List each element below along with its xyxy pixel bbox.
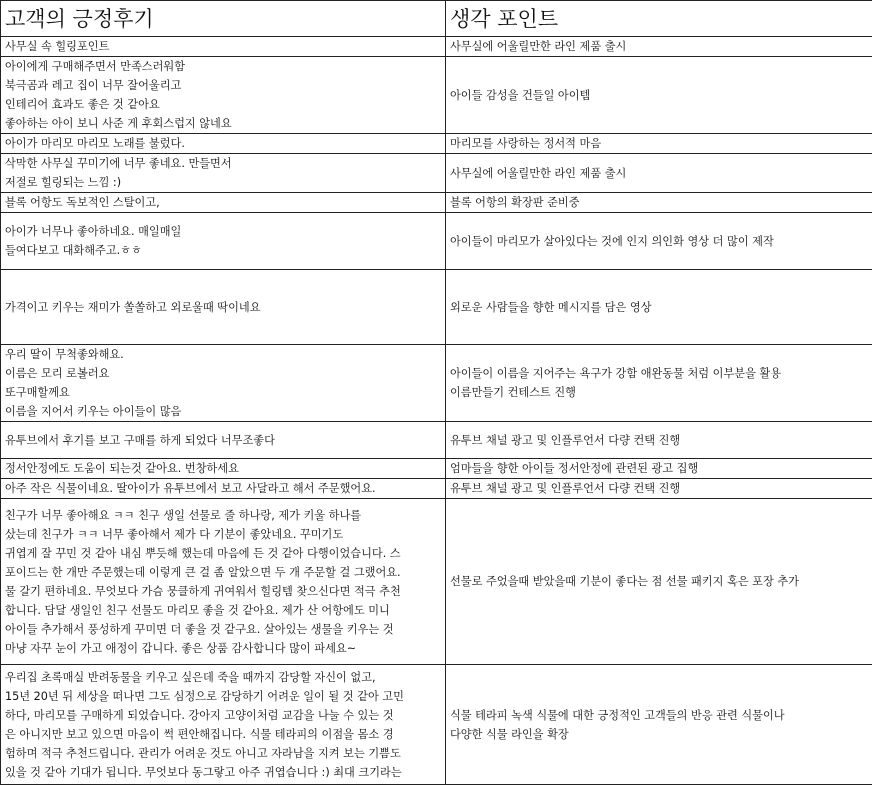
point-cell [446,213,872,270]
point-line: 아이들이 이름을 지어주는 욕구가 강함 애완동물 처럼 이부분을 활용 [450,364,868,383]
review-cell [1,345,446,422]
point-line: 외로운 사람들을 향한 메시지를 담은 영상 [450,298,868,317]
table-row [1,154,872,193]
review-line: 합니다. 담달 생일인 친구 선물도 마리모 좋을 것 같아요. 제가 산 어항에도 미니 [5,601,441,620]
table-row [1,37,872,57]
review-cell [1,499,446,665]
point-cell [446,57,872,134]
review-line: 험하며 적극 추천드립니다. 관리가 어려운 것도 아니고 자라남을 지켜 보는 기쁨도 [5,744,441,763]
review-line: 블록 어항도 독보적인 스탈이고, [5,193,441,212]
point-cell [446,270,872,345]
review-cell [1,665,446,785]
review-line: 귀엽게 잘 꾸민 것 같아 내심 뿌듯해 했는데 마음에 든 것 같아 다행이었습니다. 스 [5,544,441,563]
table-body [1,37,872,785]
point-line: 식물 테라피 녹색 식물에 대한 긍정적인 고객들의 반응 관련 식물이나 [450,706,868,725]
review-line: 아이가 너무나 좋아하네요. 매일매일 [5,222,441,241]
point-line: 엄마들을 향한 아이들 정서안정에 관련된 광고 집행 [450,459,868,478]
review-line: 북극곰과 레고 집이 너무 잘어울리고 [5,76,441,95]
review-cell [1,134,446,154]
table-row [1,213,872,270]
review-line: 저절로 힐링되는 느낌 :) [5,173,441,192]
point-cell [446,37,872,57]
review-cell [1,459,446,479]
table-row [1,57,872,134]
review-line: 샀는데 친구가 ㅋㅋ 너무 좋아해서 제가 다 기분이 좋았네요. 꾸미기도 [5,525,441,544]
point-line: 마리모를 사랑하는 정서적 마음 [450,134,868,153]
point-line: 블록 어항의 확장판 준비중 [450,193,868,212]
review-line: 은 아니지만 보고 있으면 마음이 썩 편안해집니다. 식물 테라피의 이점을 몸소 경 [5,725,441,744]
table-row [1,479,872,499]
review-line: 있을 것 같아 기대가 됩니다. 무엇보다 동그랗고 아주 귀엽습니다 :) 최대 크기라는 [5,763,441,782]
review-line: 아이가 마리모 마리모 노래를 불렀다. [5,134,441,153]
point-cell [446,499,872,665]
review-line: 정서안정에도 도움이 되는것 같아요. 번창하세요 [5,459,441,478]
point-line: 선물로 주었을때 받았을때 기분이 좋다는 점 선물 패키지 혹은 포장 추가 [450,572,868,591]
table-row [1,134,872,154]
review-line: 사무실 속 힐링포인트 [5,37,441,56]
review-cell [1,37,446,57]
review-line: 삭막한 사무실 꾸미기에 너무 좋네요. 만들면서 [5,154,441,173]
point-cell [446,154,872,193]
point-cell [446,345,872,422]
point-line: 유투브 채널 광고 및 인플루언서 다량 컨택 진행 [450,431,868,450]
point-cell [446,422,872,459]
review-cell [1,479,446,499]
point-line: 이름만들기 컨테스트 진행 [450,383,868,402]
point-line: 아이들 감성을 건들일 아이템 [450,86,868,105]
review-line: 좋아하는 아이 보니 사준 게 후회스럽지 않네요 [5,114,441,133]
header-thinking-points: 생각 포인트 [446,1,872,37]
review-line: 이름은 모리 로볼러요 [5,364,441,383]
point-line: 사무실에 어울릴만한 라인 제품 출시 [450,37,868,56]
table-row [1,193,872,213]
table-row [1,459,872,479]
review-line: 들여다보고 대화해주고.ㅎㅎ [5,241,441,260]
review-cell [1,154,446,193]
review-line: 또구매할께요 [5,383,441,402]
review-cell [1,270,446,345]
review-line: 마냥 자꾸 눈이 가고 애정이 갑니다. 좋은 상품 감사합니다 많이 파세요~ [5,639,441,658]
header-positive-reviews: 고객의 긍정후기 [1,1,446,37]
review-cell [1,193,446,213]
table-row [1,499,872,665]
point-line: 사무실에 어울릴만한 라인 제품 출시 [450,164,868,183]
review-line: 포이드는 한 개만 주문했는데 이렇게 큰 걸 좀 알았으면 두 개 주문할 걸 그랬어요. [5,563,441,582]
review-cell [1,422,446,459]
table-row [1,270,872,345]
review-line: 아이들 추가해서 풍성하게 꾸미면 더 좋을 것 같구요. 살아있는 생물을 키우는 것 [5,620,441,639]
point-cell [446,459,872,479]
header-row [1,1,872,37]
review-line: 우리 딸이 무척좋와해요. [5,345,441,364]
review-line: 우리집 초록매실 반려동물을 키우고 싶은데 죽을 때까지 감당할 자신이 없고, [5,668,441,687]
review-line: 가격이고 키우는 재미가 쏠쏠하고 외로울때 딱이네요 [5,298,441,317]
point-cell [446,665,872,785]
review-line: 15년 20년 뒤 세상을 떠나면 그도 심정으로 감당하기 어려운 일이 될 것 같아 고민 [5,687,441,706]
review-line: 유투브에서 후기를 보고 구매를 하게 되었다 너무조좋다 [5,431,441,450]
table-row [1,665,872,785]
table-row [1,345,872,422]
point-line: 다양한 식물 라인을 확장 [450,725,868,744]
point-cell [446,193,872,213]
review-line: 아이에게 구매해주면서 만족스러워함 [5,57,441,76]
review-line: 아주 작은 식물이네요. 딸아이가 유투브에서 보고 사달라고 해서 주문했어요. [5,479,441,498]
review-line: 친구가 너무 좋아해요 ㅋㅋ 친구 생일 선물로 줄 하나랑, 제가 키울 하나를 [5,506,441,525]
table-row [1,422,872,459]
review-cell [1,57,446,134]
point-line: 아이들이 마리모가 살아있다는 것에 인지 의인화 영상 더 많이 제작 [450,232,868,251]
review-line: 이름을 지어서 키우는 아이들이 많음 [5,402,441,421]
review-line: 인테리어 효과도 좋은 것 같아요 [5,95,441,114]
review-line: 하다, 마리모를 구매하게 되었습니다. 강아지 고양이처럼 교감을 나눌 수 있는 것 [5,706,441,725]
point-cell [446,479,872,499]
point-line: 유투브 채널 광고 및 인플루언서 다량 컨택 진행 [450,479,868,498]
review-cell [1,213,446,270]
point-cell [446,134,872,154]
review-line: 물 갈기 편하네요. 무엇보다 가슴 뭉클하게 귀여워서 힐링템 찾으신다면 적극 추천 [5,582,441,601]
